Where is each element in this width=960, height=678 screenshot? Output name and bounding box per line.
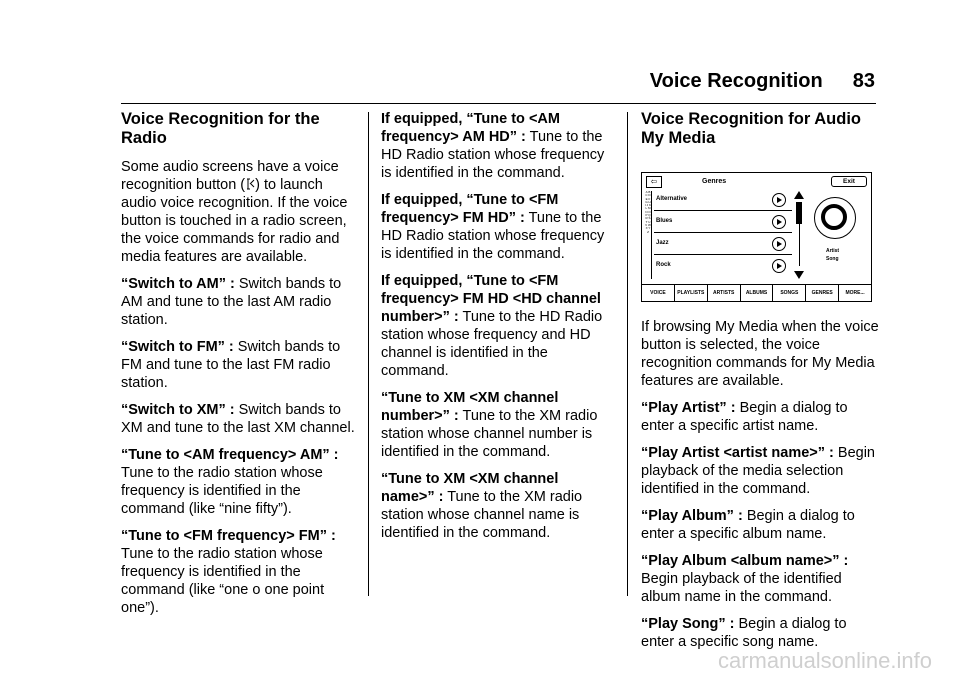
command-label: “Play Artist” :: [641, 400, 736, 416]
tab-playlists[interactable]: PLAYLISTS: [675, 285, 708, 301]
genre-label: Jazz: [656, 240, 669, 246]
command-item: [641, 507, 881, 543]
command-item: [381, 272, 613, 380]
command-label: “Switch to FM” :: [121, 339, 234, 355]
scroll-thumb[interactable]: [796, 202, 802, 224]
play-icon[interactable]: [772, 215, 786, 229]
play-icon[interactable]: [772, 193, 786, 207]
command-label: “Tune to XM <XM channel name>” :: [381, 471, 559, 505]
command-item: [121, 275, 357, 329]
command-item: [121, 527, 357, 617]
tab-genres[interactable]: GENRES: [806, 285, 839, 301]
command-desc: Begin a dialog to enter a specific artist name.: [641, 400, 848, 434]
media-tabs: [642, 284, 871, 301]
scrollbar[interactable]: [794, 191, 804, 279]
command-item: [121, 338, 357, 392]
command-item: [641, 444, 881, 498]
now-playing-labels: [826, 247, 839, 263]
tab-voice[interactable]: VOICE: [642, 285, 675, 301]
command-desc: Tune to the radio station whose frequency is identified in the command (like “nine fifty”).: [121, 465, 323, 517]
command-desc: Tune to the XM radio station whose channel name is identified in the command.: [381, 489, 583, 541]
command-item: [641, 399, 881, 435]
header-rule: [121, 103, 876, 104]
column-1: [121, 110, 357, 626]
voice-button-icon: [245, 177, 255, 191]
command-item: [121, 446, 357, 518]
command-label: If equipped, “Tune to <FM frequency> FM HD <HD channel number>” :: [381, 273, 601, 325]
exit-button[interactable]: Exit: [831, 176, 867, 187]
command-label: “Tune to <AM frequency> AM” :: [121, 447, 339, 463]
genres-screen-illustration: [641, 172, 872, 302]
command-item: [381, 470, 613, 542]
command-label: If equipped, “Tune to <AM frequency> AM HD” :: [381, 111, 560, 145]
command-item: [641, 552, 881, 606]
tab-artists[interactable]: ARTISTS: [708, 285, 741, 301]
command-desc: Switch bands to XM and tune to the last XM channel.: [121, 402, 355, 436]
tab-more[interactable]: MORE...: [845, 290, 865, 296]
section-title: Voice Recognition: [649, 70, 823, 92]
command-desc: Tune to the radio station whose frequency is identified in the command (like “one o one point one”).: [121, 546, 325, 616]
genre-label: Blues: [656, 218, 673, 224]
radio-heading: Voice Recognition for the Radio: [121, 110, 320, 147]
my-media-heading: Voice Recognition for Audio My Media: [641, 110, 861, 147]
command-item: [381, 191, 613, 263]
genre-row[interactable]: [654, 212, 792, 233]
page-number: 83: [852, 70, 875, 92]
intro-text: Some audio screens have a voice recognition button (: [121, 159, 339, 193]
genre-label: Alternative: [656, 196, 688, 202]
screen-title: Genres: [702, 178, 727, 185]
command-desc: Tune to the HD Radio station whose frequency is identified in the command.: [381, 210, 605, 262]
command-label: “Play Album” :: [641, 508, 743, 524]
command-label: “Play Album <album name>” :: [641, 553, 849, 569]
radio-intro: [121, 158, 357, 266]
command-label: “Tune to <FM frequency> FM” :: [121, 528, 336, 544]
command-item: [381, 110, 613, 182]
genre-row[interactable]: [654, 190, 792, 211]
command-desc: Tune to the HD Radio station whose frequency and HD channel is identified in the command.: [381, 309, 603, 379]
column-2: [381, 110, 613, 551]
my-media-intro: If browsing My Media when the voice button is selected, the voice recognition commands for My Media features are available.: [641, 319, 879, 389]
tab-albums[interactable]: ALBUMS: [741, 285, 774, 301]
scroll-down-icon[interactable]: [794, 271, 804, 279]
play-icon[interactable]: [772, 237, 786, 251]
intro-text: ) to launch audio voice recognition. If the voice button is touched in a radio screen, the voice commands for radio and media features are available.: [121, 177, 348, 265]
command-desc: Tune to the HD Radio station whose frequency is identified in the command.: [381, 129, 605, 181]
song-label: Song: [826, 256, 839, 262]
tab-songs[interactable]: SONGS: [773, 285, 806, 301]
command-item: [121, 401, 357, 437]
genre-label: Rock: [656, 262, 671, 268]
command-label: “Switch to XM” :: [121, 402, 235, 418]
command-desc: Begin playback of the identified album name in the command.: [641, 571, 842, 605]
album-art-icon: [814, 197, 856, 239]
column-divider: [368, 112, 369, 596]
page-header: [0, 70, 875, 93]
column-3: [641, 110, 881, 660]
command-desc: Switch bands to AM and tune to the last AM radio station.: [121, 276, 342, 328]
command-label: “Play Song” :: [641, 616, 735, 632]
genre-row[interactable]: [654, 234, 792, 255]
command-label: “Tune to XM <XM channel number>” :: [381, 390, 559, 424]
column-divider: [627, 112, 628, 596]
command-item: [381, 389, 613, 461]
command-label: “Switch to AM” :: [121, 276, 235, 292]
genre-row[interactable]: [654, 256, 792, 276]
alphabet-index[interactable]: A B C D E F G H I J K L M N O P Q R S T U V W X Y Z: [645, 191, 652, 279]
command-label: If equipped, “Tune to <FM frequency> FM HD” :: [381, 192, 559, 226]
scroll-up-icon[interactable]: [794, 191, 804, 199]
command-desc: Begin playback of the media selection identified in the command.: [641, 445, 875, 497]
command-desc: Tune to the XM radio station whose channel number is identified in the command.: [381, 408, 598, 460]
command-desc: Begin a dialog to enter a specific album name.: [641, 508, 855, 542]
command-desc: Begin a dialog to enter a specific song name.: [641, 616, 847, 650]
command-item: [641, 615, 881, 651]
watermark: carmanualsonline.info: [717, 648, 932, 673]
play-icon[interactable]: [772, 259, 786, 273]
artist-label: Artist: [826, 248, 840, 254]
back-arrow-icon[interactable]: ⇦: [646, 176, 662, 188]
command-desc: Switch bands to FM and tune to the last FM radio station.: [121, 339, 341, 391]
command-label: “Play Artist <artist name>” :: [641, 445, 834, 461]
